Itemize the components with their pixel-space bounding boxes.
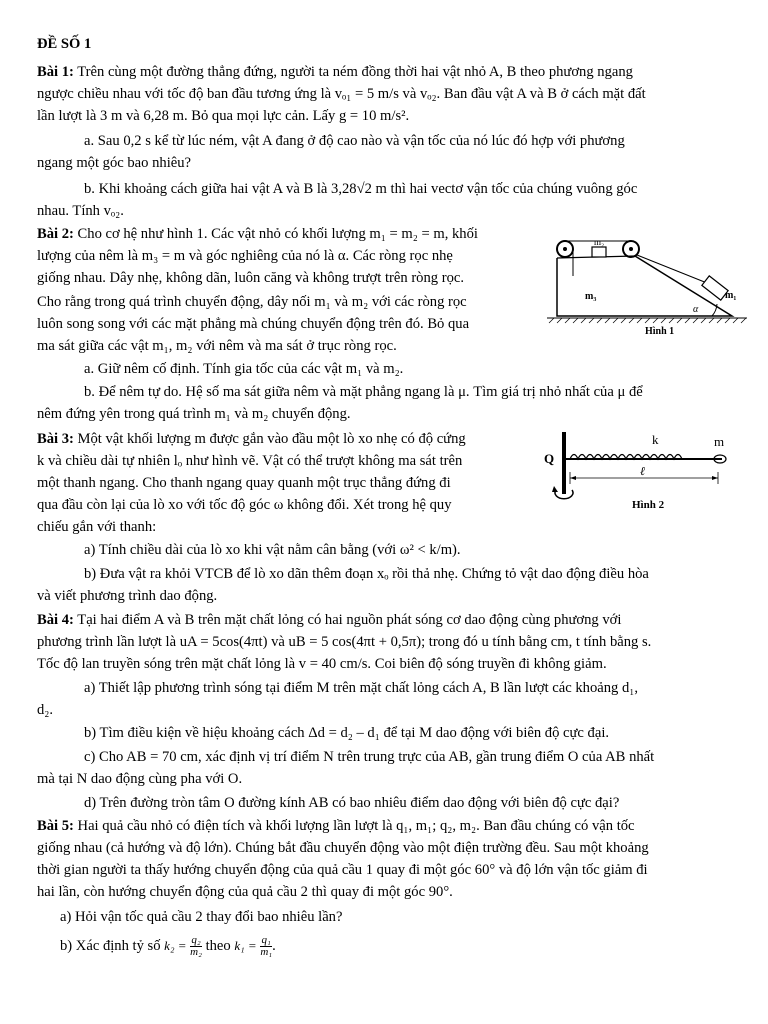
problem-4-line-2: phương trình lần lượt là uA = 5cos(4πt) và uB = 5 cos(4πt + 0,5π); trong đó u tính bằng cm, t tính bằng s. bbox=[37, 634, 652, 650]
problem-1-line-2: ngược chiều nhau với tốc độ ban đầu tương ứng là vₒ₁ = 5 m/s và vₒ₂. Ban đầu vật A và B ở cách mặt đất bbox=[37, 86, 646, 102]
problem-3-part-b-cont: và viết phương trình dao động. bbox=[37, 588, 218, 604]
label-alpha: α bbox=[693, 304, 699, 315]
problem-1-line-1: Bài 1: Trên cùng một đường thẳng đứng, người ta ném đồng thời hai vật nhỏ A, B theo phương ngang bbox=[37, 64, 633, 80]
problem-2-label: Bài 2: bbox=[37, 226, 74, 242]
problem-3-part-a: a) Tính chiều dài của lò xo khi vật nằm cân bằng (với ω² < k/m). bbox=[84, 542, 461, 558]
problem-4-part-a-cont: d₂. bbox=[37, 702, 54, 718]
problem-1-label: Bài 1: bbox=[37, 64, 74, 80]
label-Q: Q bbox=[544, 451, 555, 466]
problem-5-part-a: a) Hỏi vận tốc quả cầu 2 thay đổi bao nhiêu lần? bbox=[60, 909, 343, 925]
problem-5-line-4: hai lần, còn hướng chuyển động của quả cầu 2 thì quay đi một góc 90°. bbox=[37, 884, 453, 900]
problem-5-part-b: b) Xác định tỷ số k₂ = $\frac{\text{q₂}}{\text{m₂}}$ theo k₁ = $\frac{\text{q₁}}{\text{m₁}}$ . bbox=[60, 934, 276, 959]
problem-2-line-5: luôn song song với các mặt phẳng mà chúng chuyển động trên đó. Bỏ qua bbox=[37, 316, 470, 332]
problem-4-part-b: b) Tìm điều kiện về hiệu khoảng cách Δd = d₂ – d₁ để tại M dao động với biên độ cực đại. bbox=[84, 725, 610, 741]
problem-2-line-1: Bài 2: Cho cơ hệ như hình 1. Các vật nhỏ có khối lượng m₁ = m₂ = m, khối bbox=[37, 226, 478, 242]
problem-1-line-3: lần lượt là 3 m và 6,28 m. Bỏ qua mọi lực cản. Lấy g = 10 m/s². bbox=[37, 108, 410, 124]
spring-icon bbox=[570, 455, 682, 460]
problem-3-line-4: qua đầu còn lại của lò xo với tốc độ góc ω không đổi. Xét trong hệ quy bbox=[37, 497, 452, 513]
block-m2 bbox=[592, 247, 606, 257]
problem-1-part-a: a. Sau 0,2 s kể từ lúc ném, vật A đang ở độ cao nào và vận tốc của nó lúc đó hợp với phương bbox=[84, 133, 625, 149]
figure-1-wedge-pulley bbox=[547, 236, 747, 340]
problem-4-part-c-cont: mà tại N dao động cùng pha với O. bbox=[37, 771, 243, 787]
problem-1-part-a-cont: ngang một góc bao nhiêu? bbox=[37, 155, 192, 171]
problem-4-part-d: d) Trên đường tròn tâm O đường kính AB có bao nhiêu điểm dao động với biên độ cực đại? bbox=[84, 795, 620, 811]
figure-2-spring-rod bbox=[542, 428, 732, 516]
problem-5-line-2: giống nhau (cả hướng và độ lớn). Chúng bắt đầu chuyển động vào một điện trường đều. Sau một khoảng bbox=[37, 840, 649, 856]
label-m3: m₃ bbox=[585, 291, 597, 302]
exam-title: ĐỀ SỐ 1 bbox=[37, 36, 92, 52]
problem-4-line-1: Bài 4: Tại hai điểm A và B trên mặt chất lỏng có hai nguồn phát sóng cơ dao động cùng phương với bbox=[37, 612, 622, 628]
problem-3-line-5: chiếu gắn với thanh: bbox=[37, 519, 157, 535]
problem-4-part-c: c) Cho AB = 70 cm, xác định vị trí điểm N trên trung trực của AB, gần trung điểm O của AB nhất bbox=[84, 749, 655, 765]
problem-2-part-b: b. Để nêm tự do. Hệ số ma sát giữa nêm và mặt phẳng ngang là μ. Tìm giá trị nhỏ nhất của μ để bbox=[84, 384, 643, 400]
label-k: k bbox=[652, 432, 659, 447]
label-m1: m₁ bbox=[725, 290, 737, 301]
problem-3-line-1: Bài 3: Một vật khối lượng m được gắn vào đầu một lò xo nhẹ có độ cứng bbox=[37, 431, 466, 447]
label-length: ℓ bbox=[640, 464, 645, 478]
problem-2-line-6: ma sát giữa các vật m₁, m₂ với nêm và ma sát ở trục ròng rọc. bbox=[37, 338, 397, 354]
problem-1-part-b-cont: nhau. Tính vₒ₂. bbox=[37, 203, 124, 219]
problem-2-line-2: lượng của nêm là m₃ = m và góc nghiêng của nó là α. Các ròng rọc nhẹ bbox=[37, 248, 453, 264]
problem-5-line-3: thời gian người ta thấy hướng chuyển động của quả cầu 1 quay đi một góc 60° và độ lớn vận tốc giảm đi bbox=[37, 862, 648, 878]
problem-3-label: Bài 3: bbox=[37, 431, 74, 447]
figure-2-caption: Hình 2 bbox=[632, 499, 665, 511]
problem-4-label: Bài 4: bbox=[37, 612, 74, 628]
figure-1-caption: Hình 1 bbox=[645, 326, 675, 337]
problem-3-line-2: k và chiều dài tự nhiên lₒ như hình vẽ. Vật có thể trượt không ma sát trên bbox=[37, 453, 463, 469]
problem-4-line-3: Tốc độ lan truyền sóng trên mặt chất lỏng là v = 40 cm/s. Coi biên độ sóng truyền đi không giảm. bbox=[37, 656, 607, 672]
problem-5-label: Bài 5: bbox=[37, 818, 74, 834]
problem-1-part-b: b. Khi khoảng cách giữa hai vật A và B là 3,28√2 m thì hai vectơ vận tốc của chúng vuông góc bbox=[84, 181, 638, 197]
label-m: m bbox=[714, 434, 725, 449]
problem-2-line-3: giống nhau. Dây nhẹ, không dãn, luôn căng và không trượt trên ròng rọc. bbox=[37, 270, 464, 286]
problem-2-part-a: a. Giữ nêm cố định. Tính gia tốc của các vật m₁ và m₂. bbox=[84, 361, 404, 377]
label-m2: m₂ bbox=[594, 237, 605, 247]
problem-2-line-4: Cho rằng trong quá trình chuyển động, dây nối m₁ và m₂ với các ròng rọc bbox=[37, 294, 467, 310]
problem-2-part-b-cont: nêm đứng yên trong quá trình m₁ và m₂ chuyển động. bbox=[37, 406, 351, 422]
problem-3-part-b: b) Đưa vật ra khỏi VTCB để lò xo dãn thêm đoạn xₒ rồi thả nhẹ. Chứng tỏ vật dao động điều hòa bbox=[84, 566, 649, 582]
fraction-q2-m2: $\frac{\text{q₂}}{\text{m₂}}$ bbox=[190, 934, 202, 959]
problem-4-part-a: a) Thiết lập phương trình sóng tại điểm M trên mặt chất lỏng cách A, B lần lượt các khoảng d₁, bbox=[84, 680, 639, 696]
problem-5-line-1: Bài 5: Hai quả cầu nhỏ có điện tích và khối lượng lần lượt là q₁, m₁; q₂, m₂. Ban đầu chúng có vận tốc bbox=[37, 818, 635, 834]
fraction-q1-m1: $\frac{\text{q₁}}{\text{m₁}}$ bbox=[260, 934, 273, 959]
problem-3-line-3: một thanh ngang. Cho thanh ngang quay quanh một trục thẳng đứng đi bbox=[37, 475, 451, 491]
